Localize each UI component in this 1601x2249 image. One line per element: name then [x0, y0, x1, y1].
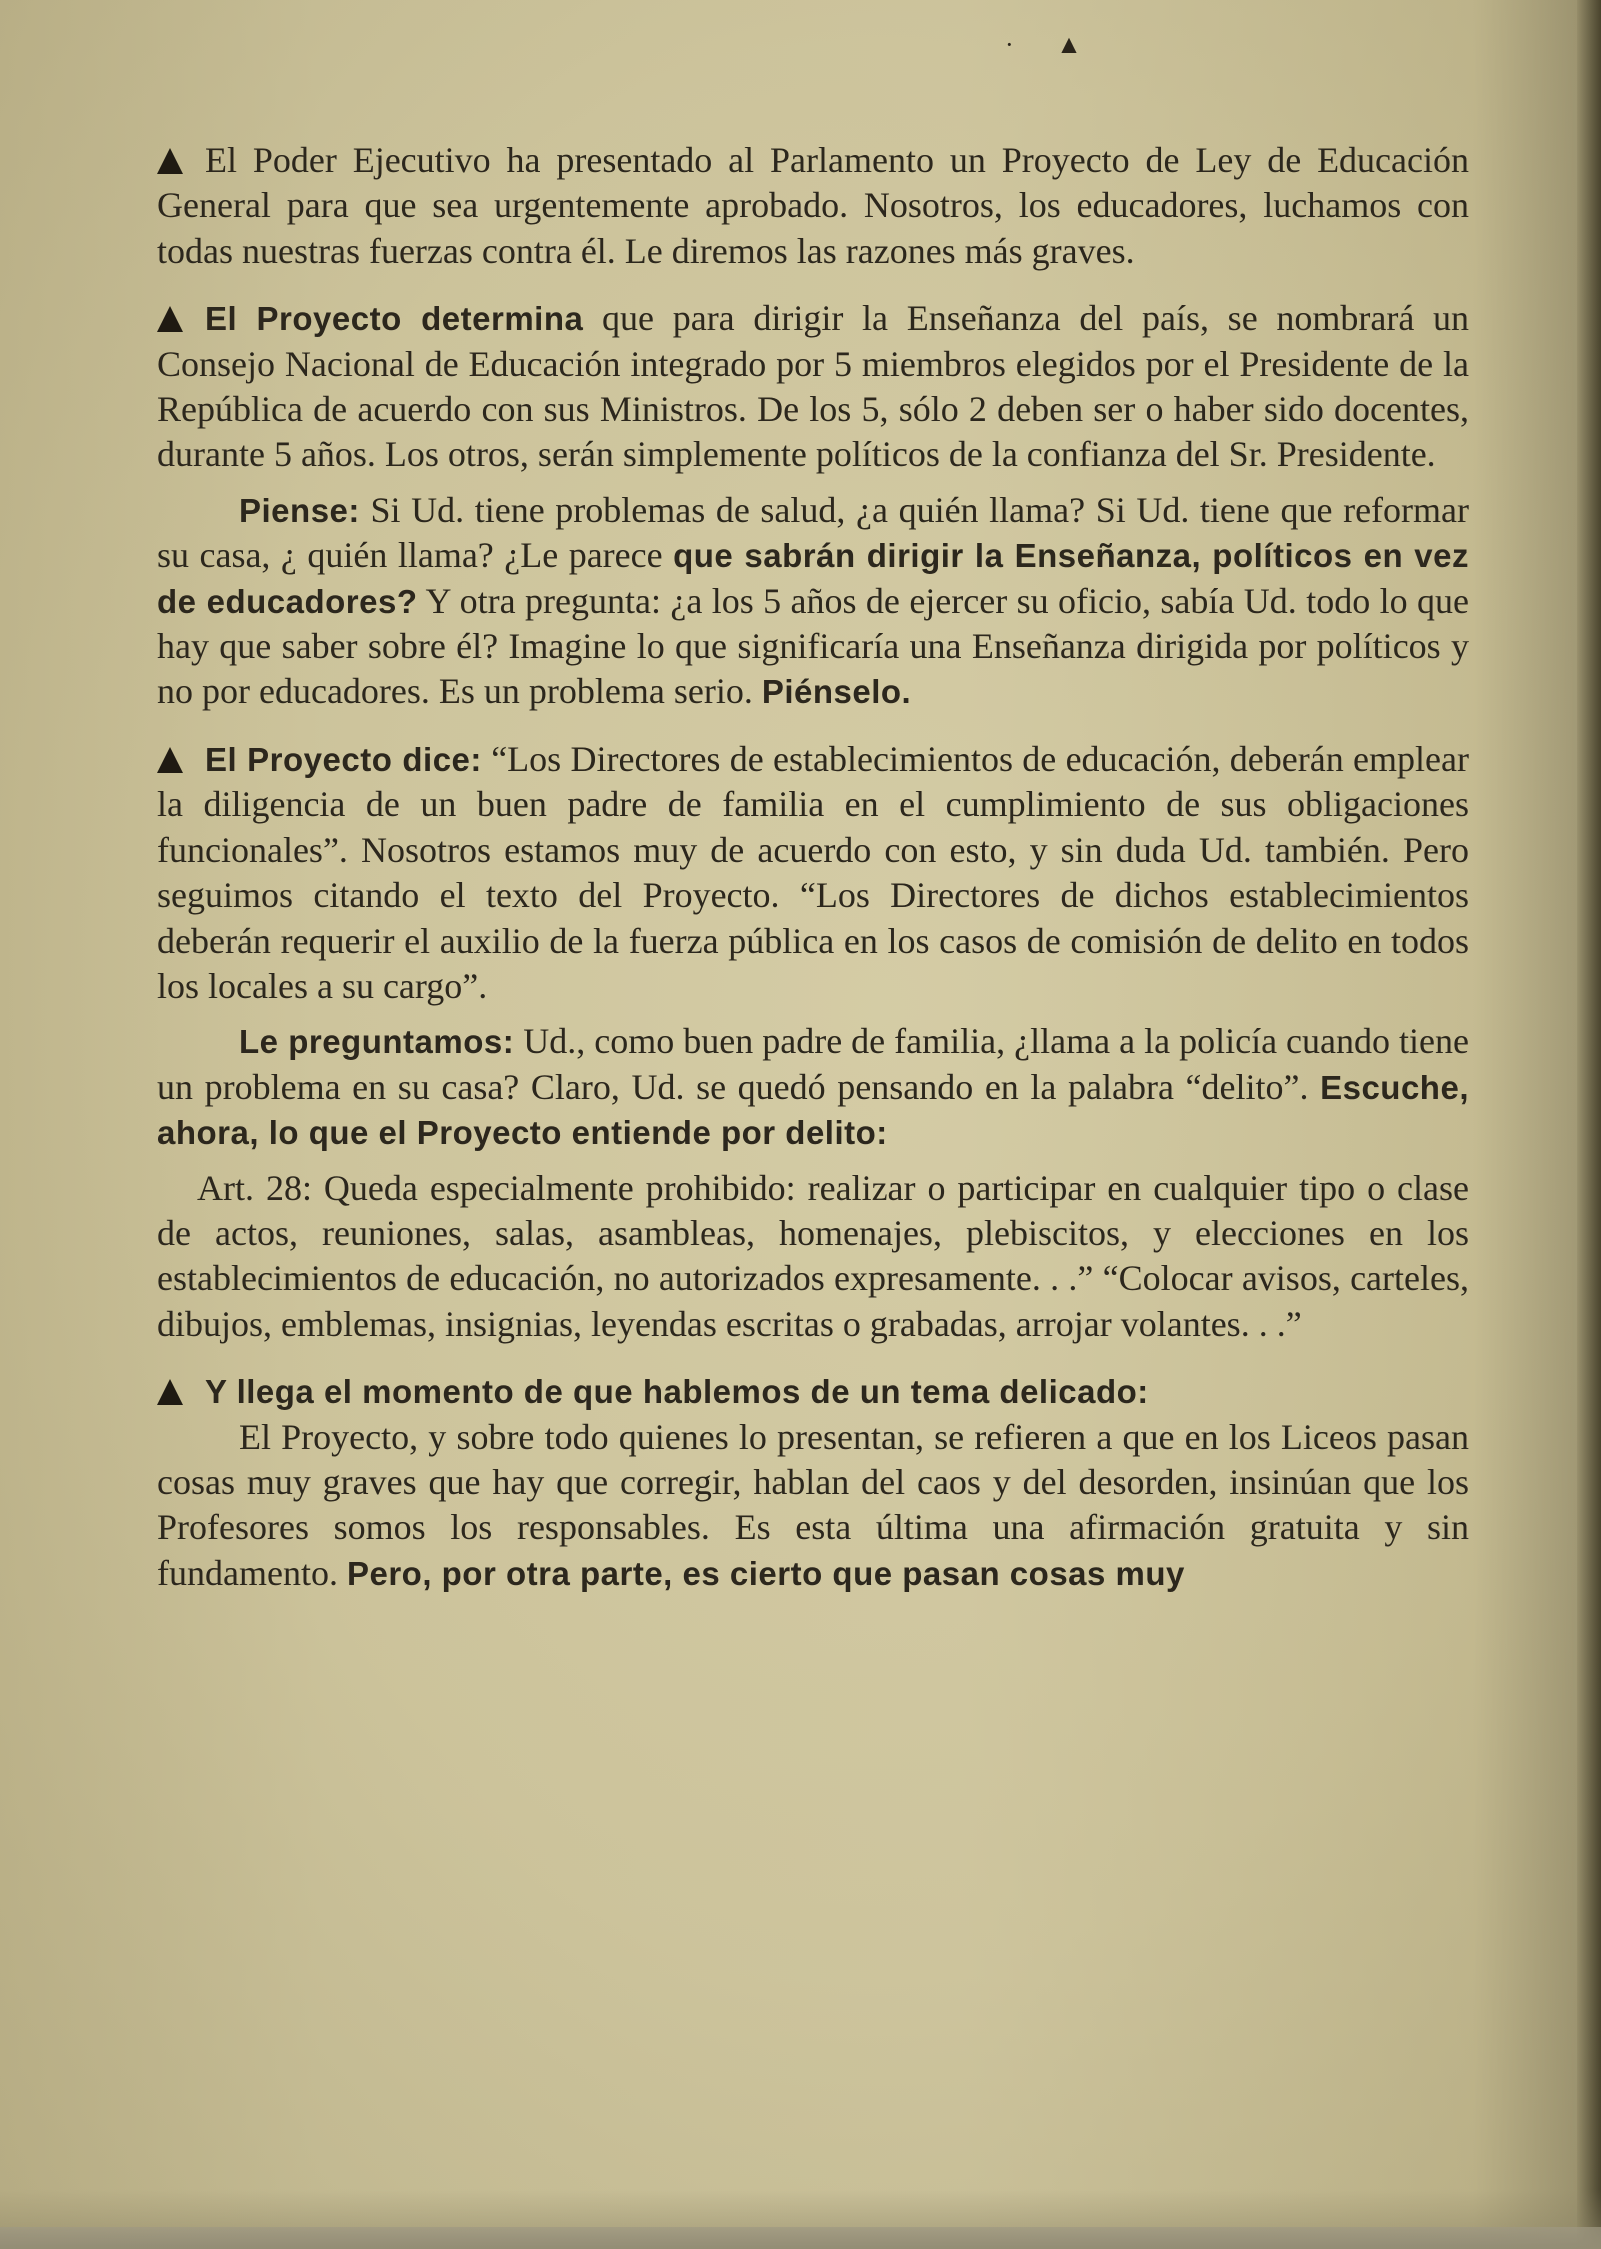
paragraph-4-text: “Los Directores de establecimientos de educación, deberán emplear la diligencia de un buen padre de familia en el cumplimiento de sus obligaciones funcionales”. Nosotros estamos muy de acuerdo con esto, y sin duda Ud. también. Pero seguimos citando el texto del Proyecto. “Los Directores de dichos establecimientos deberán requerir el auxilio de la fuerza pública en los casos de comisión de delito en todos los locales a su cargo”. [157, 738, 1469, 1006]
triangle-bullet-icon [157, 1379, 183, 1405]
paragraph-7 [157, 1369, 1469, 1414]
paragraph-3-text-1: Si Ud. tiene problemas de salud, ¿a quién llama? Si Ud. tiene que reformar su casa, ¿ quién llama? ¿Le parece [157, 489, 1469, 576]
paragraph-3-bold-2: que sabrán dirigir la Enseñanza, políticos en vez de educadores? [157, 537, 1469, 620]
page-edge-shadow [1577, 0, 1601, 2249]
document-body [157, 138, 1469, 1596]
paragraph-2 [157, 296, 1469, 478]
paragraph-6-text: Art. 28: Queda especialmente prohibido: realizar o participar en cualquier tipo o clase de actos, reuniones, salas, asambleas, homenajes, plebiscitos, y elecciones en los establecimientos de educación, no autorizados expresamente. . .” “Colocar avisos, carteles, dibujos, emblemas, insignias, leyendas escritas o grabadas, arrojar volantes. . .” [157, 1167, 1469, 1344]
paragraph-1-text: El Poder Ejecutivo ha presentado al Parlamento un Proyecto de Ley de Educación General para que sea urgentemente aprobado. Nosotros, los educadores, luchamos con todas nuestras fuerzas contra él. Le diremos las razones más graves. [157, 140, 1469, 271]
paragraph-3 [157, 488, 1469, 715]
paragraph-4-bold: El Proyecto dice: [205, 740, 482, 778]
paragraph-1 [157, 138, 1469, 274]
paragraph-5-bold-1: Le preguntamos: [239, 1023, 515, 1061]
paragraph-4 [157, 737, 1469, 1009]
paragraph-2-text: que para dirigir la Enseñanza del país, se nombrará un Consejo Nacional de Educación integrado por 5 miembros elegidos por el Presidente de la República de acuerdo con sus Ministros. De los 5, sólo 2 deben ser o haber sido docentes, durante 5 años. Los otros, serán simplemente políticos de la confianza del Sr. Presidente. [157, 298, 1469, 475]
page-mark: · ▲ [1005, 30, 1100, 59]
paragraph-3-text-2: Y otra pregunta: ¿a los 5 años de ejercer su oficio, sabía Ud. todo lo que hay que saber sobre él? Imagine lo que significaría una Enseñanza dirigida por políticos y no por educadores. Es un problema serio. [157, 580, 1469, 712]
paragraph-3-bold-3: Piénselo. [761, 673, 912, 711]
paragraph-8 [157, 1415, 1469, 1597]
paragraph-7-bold: Y llega el momento de que hablemos de un tema delicado: [205, 1373, 1149, 1411]
triangle-bullet-icon [157, 306, 183, 332]
paragraph-5 [157, 1019, 1469, 1155]
triangle-bullet-icon [157, 148, 183, 174]
paragraph-8-bold: Pero, por otra parte, es cierto que pasan cosas muy [346, 1554, 1185, 1592]
paragraph-5-text-1: Ud., como buen padre de familia, ¿llama a la policía cuando tiene un problema en su casa? Claro, Ud. se quedó pensando en la palabra “delito”. [157, 1021, 1469, 1107]
paragraph-2-bold: El Proyecto determina [205, 300, 584, 338]
paragraph-3-bold-1: Piense: [239, 491, 360, 529]
paragraph-8-text: El Proyecto, y sobre todo quienes lo presentan, se refieren a que en los Liceos pasan cosas muy graves que hay que corregir, hablan del caos y del desorden, insinúan que los Profesores somos los responsables. Es esta última una afirmación gratuita y sin fundamento. [157, 1416, 1469, 1593]
triangle-bullet-icon [157, 747, 183, 773]
paragraph-5-bold-2: Escuche, ahora, lo que el Proyecto entiende por delito: [157, 1068, 1469, 1152]
scan-bottom-strip [0, 2227, 1601, 2249]
paragraph-6-article [157, 1166, 1469, 1348]
